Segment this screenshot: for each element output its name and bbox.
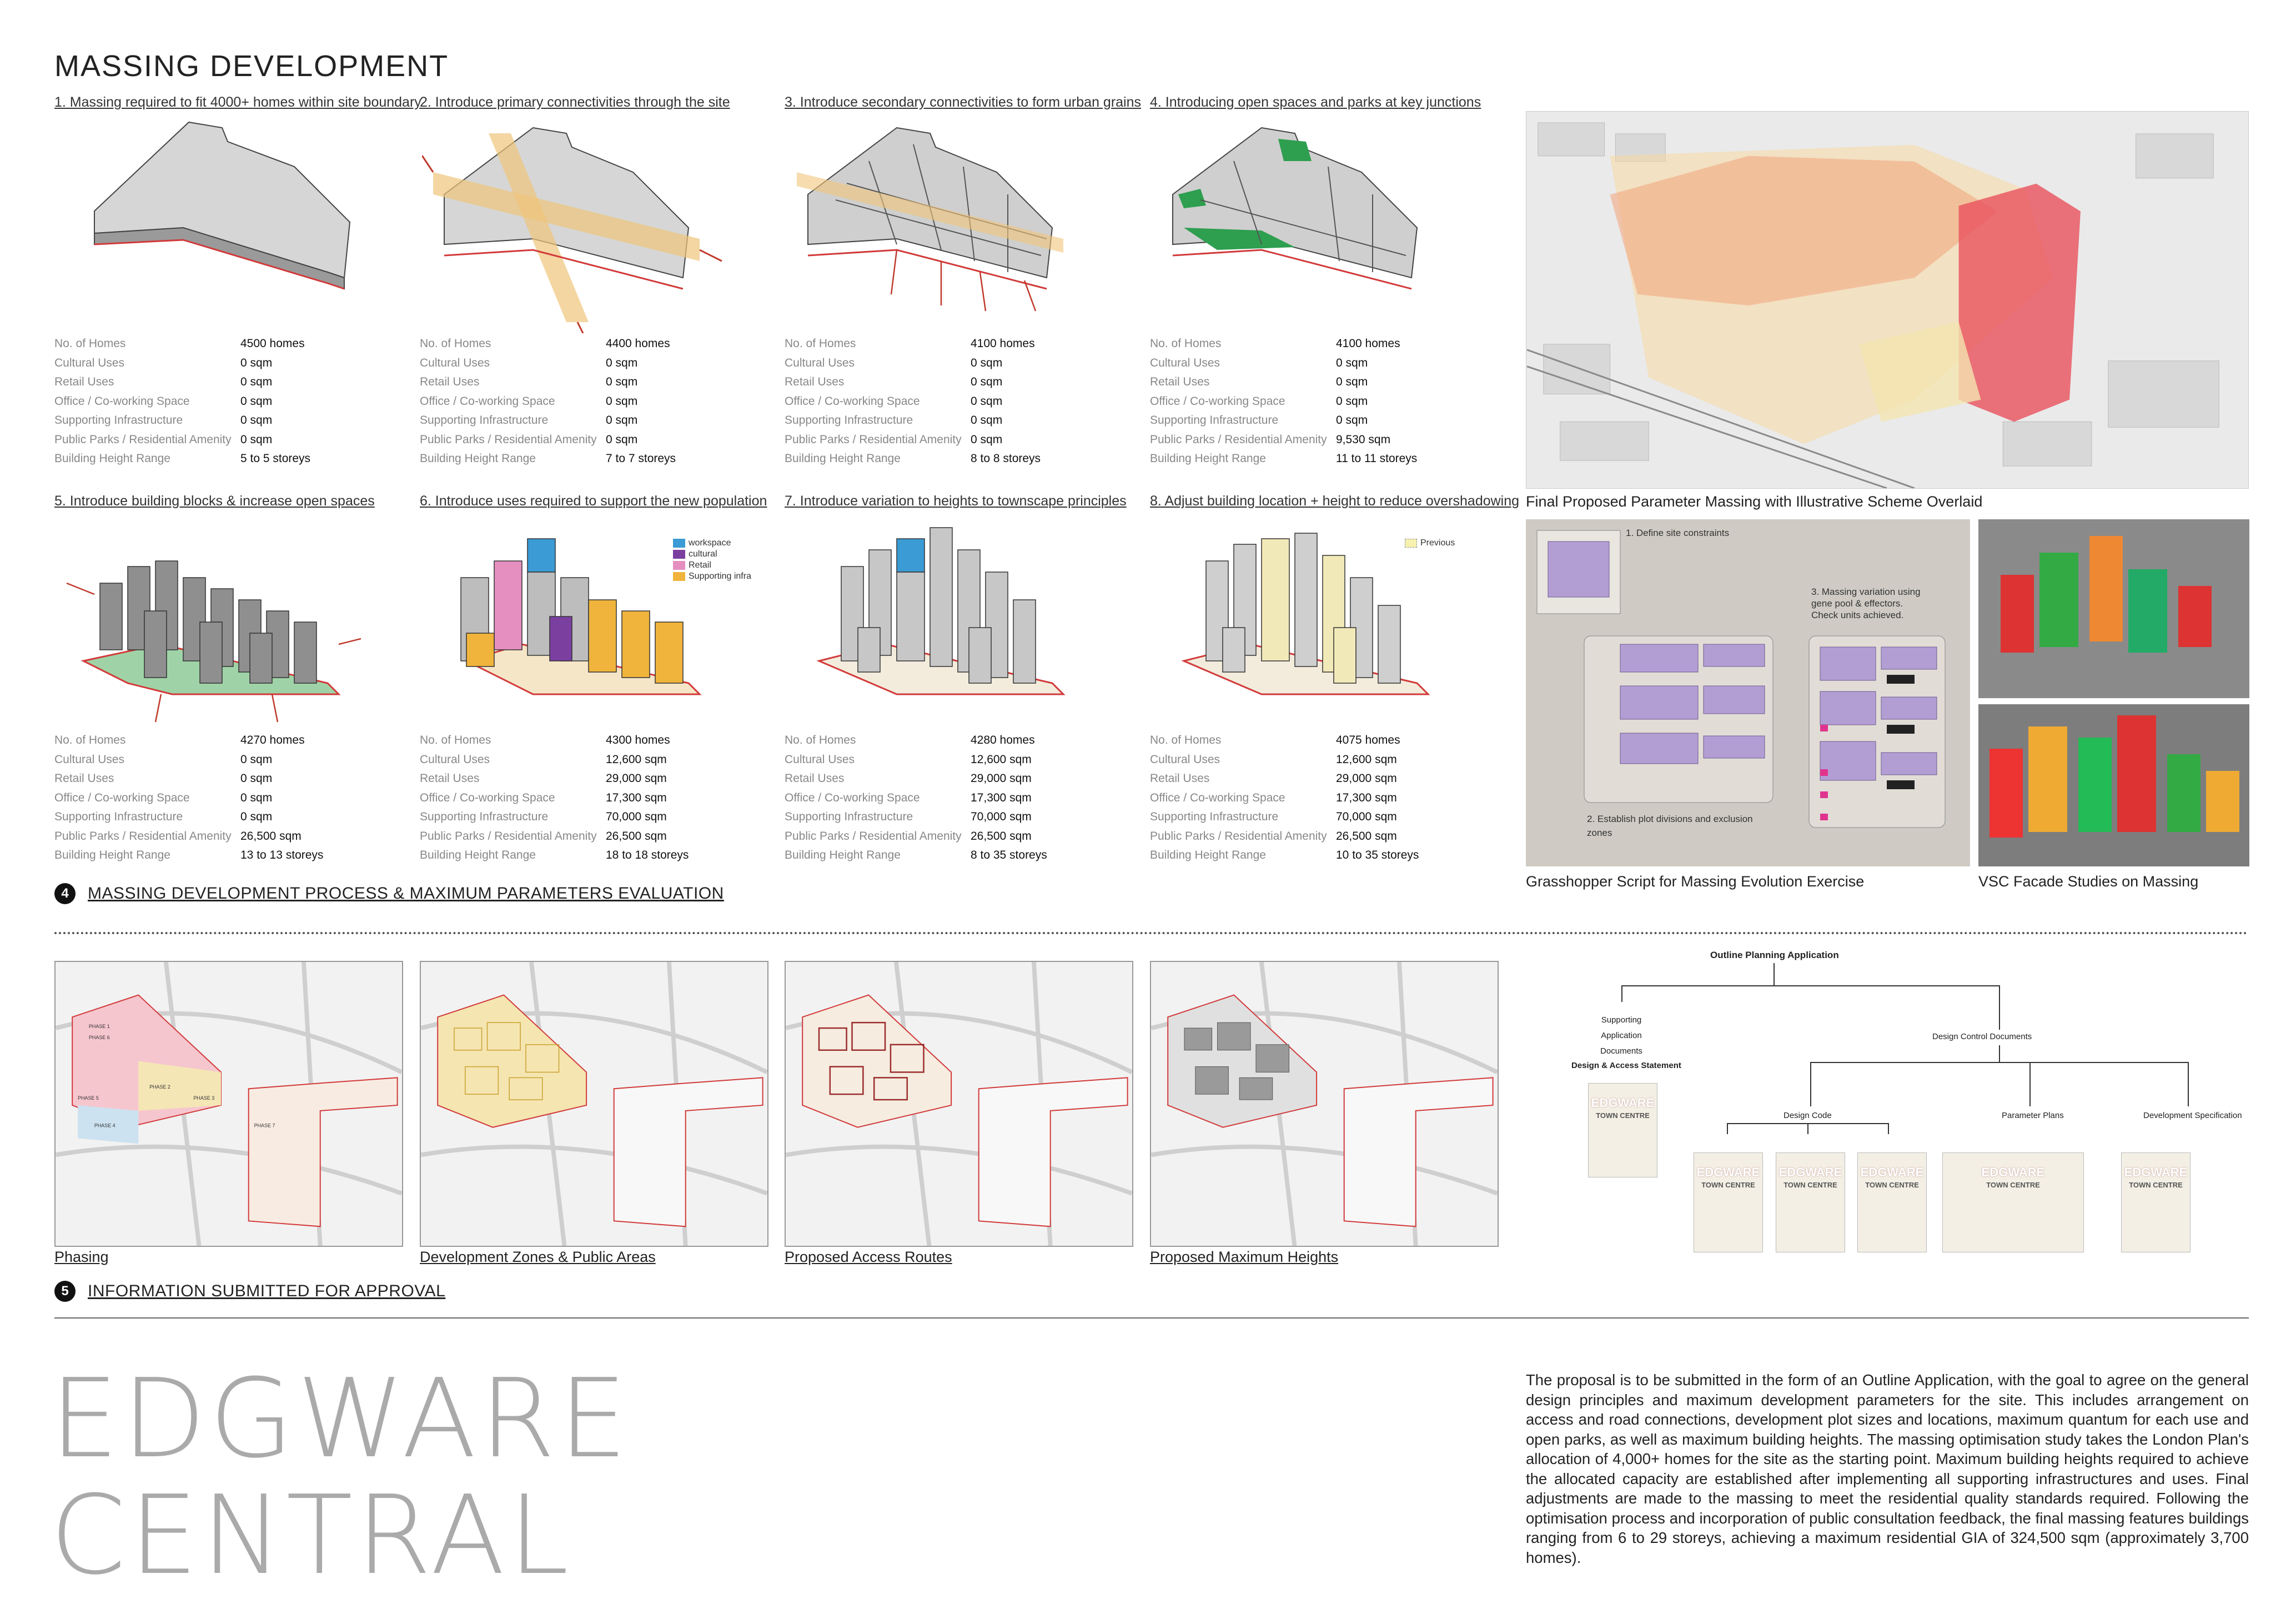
cultural-swatch <box>673 550 685 559</box>
stats-step-8: No. of Homes 4075 homes Cultural Uses 12,600 sqm Retail Uses 29,000 sqm Office / Co-working Space 17,300 sqm Supporting Infrastructure 70,000 sqm Public Parks / Residential Amenity 26,500 sqm Building Height Range 10 to 35 storeys <box>1150 734 1419 861</box>
legend-workspace: workspace <box>673 538 751 549</box>
org-connector <box>1999 985 2000 1030</box>
stats-step-6: No. of Homes 4300 homes Cultural Uses 12,600 sqm Retail Uses 29,000 sqm Office / Co-working Space 17,300 sqm Supporting Infrastructure 70,000 sqm Public Parks / Residential Amenity 26,500 sqm Building Height Range 18 to 18 storeys <box>420 734 689 861</box>
phase-6-label: PHASE 6 <box>88 1034 110 1040</box>
org-connector <box>1727 1123 1728 1134</box>
legend-infra: Supporting infra <box>673 571 751 582</box>
design-code-booklet-1: EDGWARE TOWN CENTRE <box>1694 1152 1763 1252</box>
org-connector <box>1888 1123 1889 1134</box>
stats-step-5: No. of Homes 4270 homes Cultural Uses 0 sqm Retail Uses 0 sqm Office / Co-working Space 0 sqm Supporting Infrastructure 0 sqm Public Parks / Residential Amenity 26,500 sqm Building Height Range 13 to 13 storeys <box>54 734 324 861</box>
section-4-number: 4 <box>54 883 76 904</box>
org-connector <box>1807 1123 1808 1134</box>
org-connector <box>1621 985 1622 1002</box>
step-8-title: 8. Adjust building location + height to reduce overshadowing <box>1150 493 1520 509</box>
map-caption-heights: Proposed Maximum Heights <box>1150 1249 1339 1265</box>
org-root: Outline Planning Application <box>1710 950 1839 960</box>
design-code-booklet-2: EDGWARE TOWN CENTRE <box>1776 1152 1845 1252</box>
step-7-title: 7. Introduce variation to heights to townscape principles <box>785 493 1127 509</box>
legend-retail: Retail <box>673 560 751 571</box>
vsc-study-image-2 <box>1978 704 2249 866</box>
final-massing-caption: Final Proposed Parameter Massing with Illustrative Scheme Overlaid <box>1526 493 1983 510</box>
vsc-study-image-1 <box>1978 519 2249 698</box>
section-5-heading <box>54 1281 445 1302</box>
gh-note-2: 2. Establish plot divisions and exclusion zones <box>1587 814 1753 838</box>
legend-cultural: cultural <box>673 549 751 560</box>
section-4-heading <box>54 883 724 904</box>
gh-note-1: 1. Define site constraints <box>1626 528 1730 538</box>
massing-diagram-4 <box>1150 111 1461 333</box>
map-caption-phasing: Phasing <box>54 1249 109 1265</box>
org-connector <box>1774 963 1775 985</box>
final-massing-image <box>1526 111 2249 489</box>
org-das: Design & Access Statement <box>1571 1061 1681 1070</box>
retail-swatch <box>673 561 685 570</box>
phase-4-label: PHASE 4 <box>94 1122 115 1129</box>
massing-diagram-1 <box>61 111 372 333</box>
design-code-booklet-3: EDGWARE TOWN CENTRE <box>1857 1152 1927 1252</box>
project-title-line-2: CENTRAL <box>50 1472 572 1599</box>
grasshopper-caption: Grasshopper Script for Massing Evolution Exercise <box>1526 873 1865 890</box>
application-structure-chart <box>1544 944 2249 1261</box>
phase-5-label: PHASE 5 <box>78 1095 99 1101</box>
workspace-swatch <box>673 539 685 548</box>
phase-1-label: PHASE 1 <box>88 1024 110 1030</box>
org-connector <box>1999 1045 2000 1062</box>
access-routes-map <box>785 961 1133 1247</box>
step-4-title: 4. Introducing open spaces and parks at key junctions <box>1150 94 1481 110</box>
org-control: Design Control Documents <box>1932 1032 2032 1041</box>
map-caption-access: Proposed Access Routes <box>785 1249 952 1265</box>
project-description: The proposal is to be submitted in the form of an Outline Application, with the goal to agree on the general design principles and maximum development parameters for the site. This includes arrangement on access and road connections, development plot sizes and locations, maximum quantum for each use and open parks, as well as maximum building heights. The massing optimisation study takes the London Plan's allocation of 4,000+ homes for the site as the starting point. Maximum building heights required to achieve the allocated capacity are established after implementing all supporting infrastructures and uses. Final adjustments are made to the massing to meet the residential quality standards required. Following the optimisation process and incorporation of public consultation feedback, the final massing features buildings ranging from 6 to 29 storeys, achieving a maximum residential GIA of 324,500 sqm (approximately 3,700 homes). <box>1526 1371 2249 1566</box>
dotted-divider <box>54 932 2249 934</box>
org-supporting: Supporting Application Documents <box>1600 1015 1642 1056</box>
gh-note-3: 3. Massing variation using gene pool & effectors. Check units achieved. <box>1811 587 1921 620</box>
stats-step-2: No. of Homes 4400 homes Cultural Uses 0 sqm Retail Uses 0 sqm Office / Co-working Space 0 sqm Supporting Infrastructure 0 sqm Public Parks / Residential Amenity 0 sqm Building Height Range 7 to 7 storeys <box>420 337 676 465</box>
legend-previous: Previous <box>1405 538 1455 549</box>
org-connector <box>1621 985 1999 986</box>
massing-diagram-3 <box>786 111 1097 333</box>
step-6-title: 6. Introduce uses required to support the new population <box>420 493 767 509</box>
org-connector <box>2029 1062 2031 1106</box>
org-connector <box>2188 1062 2189 1106</box>
step-5-title: 5. Introduce building blocks & increase open spaces <box>54 493 375 509</box>
org-design-code: Design Code <box>1783 1111 1832 1120</box>
org-connector <box>1810 1062 2188 1063</box>
vsc-caption: VSC Facade Studies on Massing <box>1978 873 2199 890</box>
maximum-heights-map <box>1150 961 1499 1247</box>
massing-diagram-7 <box>786 517 1097 728</box>
phase-2-label: PHASE 2 <box>149 1084 170 1090</box>
das-booklet: EDGWARE TOWN CENTRE <box>1588 1083 1657 1177</box>
stats-step-3: No. of Homes 4100 homes Cultural Uses 0 sqm Retail Uses 0 sqm Office / Co-working Space 0 sqm Supporting Infrastructure 0 sqm Public Parks / Residential Amenity 0 sqm Building Height Range 8 to 8 storeys <box>785 337 1041 465</box>
stats-step-1: No. of Homes 4500 homes Cultural Uses 0 sqm Retail Uses 0 sqm Office / Co-working Space 0 sqm Supporting Infrastructure 0 sqm Public Parks / Residential Amenity 0 sqm Building Height Range 5 to 5 storeys <box>54 337 311 465</box>
stats-step-4: No. of Homes 4100 homes Cultural Uses 0 sqm Retail Uses 0 sqm Office / Co-working Space 0 sqm Supporting Infrastructure 0 sqm Public Parks / Residential Amenity 9,530 sqm Building Height Range 11 to 11 storeys <box>1150 337 1418 465</box>
infra-swatch <box>673 572 685 581</box>
phase-7-label: PHASE 7 <box>254 1122 275 1129</box>
section-4-title: MASSING DEVELOPMENT PROCESS & MAXIMUM PARAMETERS EVALUATION <box>88 884 724 903</box>
step-2-title: 2. Introduce primary connectivities through the site <box>420 94 730 110</box>
page-title: MASSING DEVELOPMENT <box>54 49 449 83</box>
massing-diagram-2 <box>422 111 733 333</box>
phasing-map <box>54 961 403 1247</box>
stats-step-7: No. of Homes 4280 homes Cultural Uses 12,600 sqm Retail Uses 29,000 sqm Office / Co-working Space 17,300 sqm Supporting Infrastructure 70,000 sqm Public Parks / Residential Amenity 26,500 sqm Building Height Range 8 to 35 storeys <box>785 734 1047 861</box>
solid-divider <box>54 1317 2249 1319</box>
dev-spec-booklet: EDGWARE TOWN CENTRE <box>2121 1152 2191 1252</box>
phase-3-label: PHASE 3 <box>193 1095 215 1101</box>
parameter-plans-booklet: EDGWARE TOWN CENTRE <box>1942 1152 2084 1252</box>
massing-diagram-5 <box>61 517 372 728</box>
project-title-line-1: EDGWARE <box>50 1356 631 1482</box>
development-zones-map <box>420 961 768 1247</box>
section-5-title: INFORMATION SUBMITTED FOR APPROVAL <box>88 1282 446 1300</box>
map-caption-zones: Development Zones & Public Areas <box>420 1249 656 1265</box>
org-dev-spec: Development Specification <box>2143 1111 2242 1120</box>
previous-swatch <box>1405 539 1417 548</box>
step-1-title: 1. Massing required to fit 4000+ homes within site boundary <box>54 94 421 110</box>
org-parameter-plans: Parameter Plans <box>2002 1111 2064 1120</box>
uses-legend <box>673 538 751 582</box>
section-5-number: 5 <box>54 1281 76 1302</box>
step-3-title: 3. Introduce secondary connectivities to form urban grains <box>785 94 1142 110</box>
org-connector <box>1810 1062 1811 1106</box>
